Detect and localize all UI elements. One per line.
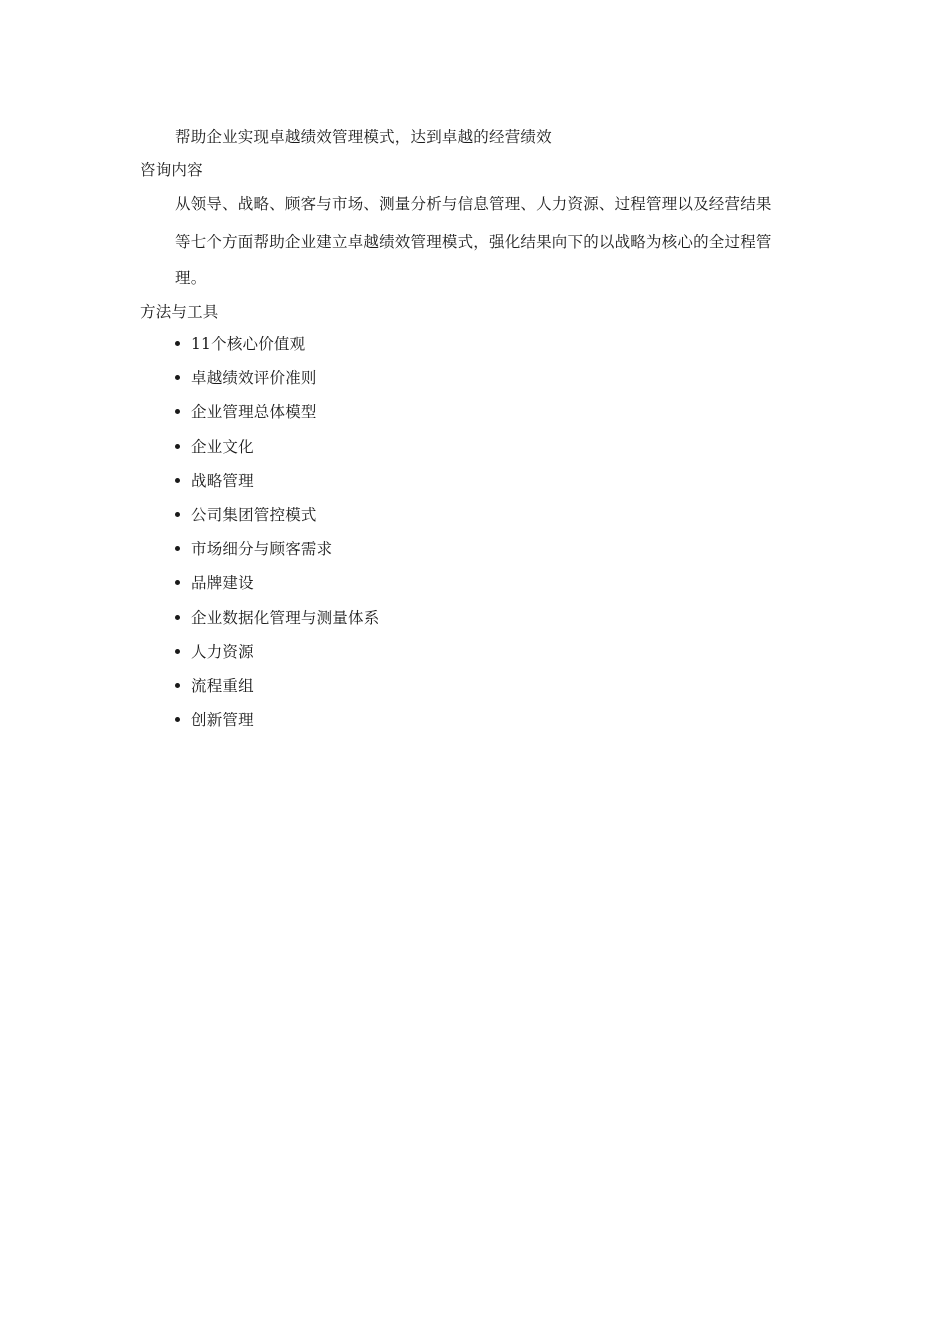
- bullet-icon: [175, 546, 180, 551]
- bullet-icon: [175, 615, 180, 620]
- bullet-icon: [175, 683, 180, 688]
- bullet-icon: [175, 580, 180, 585]
- bullet-icon: [175, 649, 180, 654]
- list-item: [175, 437, 379, 471]
- bullet-icon: [175, 341, 180, 346]
- list-item-label: 市场细分与顾客需求: [191, 540, 333, 559]
- consulting-heading: 咨询内容: [140, 161, 203, 179]
- methods-list: [175, 334, 379, 744]
- list-item-label: 人力资源: [191, 642, 254, 661]
- bullet-icon: [175, 375, 180, 380]
- list-item: [175, 402, 379, 436]
- list-item-label: 企业数据化管理与测量体系: [191, 608, 380, 627]
- list-item: [175, 573, 379, 607]
- list-item: [175, 642, 379, 676]
- bullet-icon: [175, 512, 180, 517]
- list-item-label: 企业文化: [191, 437, 254, 456]
- bullet-icon: [175, 478, 180, 483]
- list-item-label: 企业管理总体模型: [191, 403, 317, 422]
- methods-heading: 方法与工具: [140, 303, 219, 321]
- list-item: [175, 710, 379, 744]
- list-item-label: 公司集团管控模式: [191, 505, 317, 524]
- list-item-label: 品牌建设: [191, 574, 254, 593]
- bullet-icon: [175, 409, 180, 414]
- list-item-label: 卓越绩效评价准则: [191, 369, 317, 388]
- list-item: [175, 676, 379, 710]
- list-item-label: 11个核心价值观: [191, 335, 306, 353]
- consulting-paragraph-line-2: 等七个方面帮助企业建立卓越绩效管理模式，强化结果向下的以战略为核心的全过程管: [175, 233, 772, 251]
- list-item-label: 创新管理: [191, 711, 254, 730]
- list-item-label: 战略管理: [191, 471, 254, 490]
- intro-text: 帮助企业实现卓越绩效管理模式，达到卓越的经营绩效: [175, 128, 552, 146]
- list-item: [175, 505, 379, 539]
- list-item: [175, 471, 379, 505]
- list-item-label: 流程重组: [191, 676, 254, 695]
- consulting-paragraph-line-3: 理。: [175, 269, 207, 287]
- list-item: [175, 608, 379, 642]
- list-item: [175, 368, 379, 402]
- consulting-paragraph-line-1: 从领导、战略、顾客与市场、测量分析与信息管理、人力资源、过程管理以及经营结果: [175, 195, 772, 213]
- bullet-icon: [175, 444, 180, 449]
- list-item: [175, 539, 379, 573]
- bullet-icon: [175, 717, 180, 722]
- list-item: [175, 334, 379, 368]
